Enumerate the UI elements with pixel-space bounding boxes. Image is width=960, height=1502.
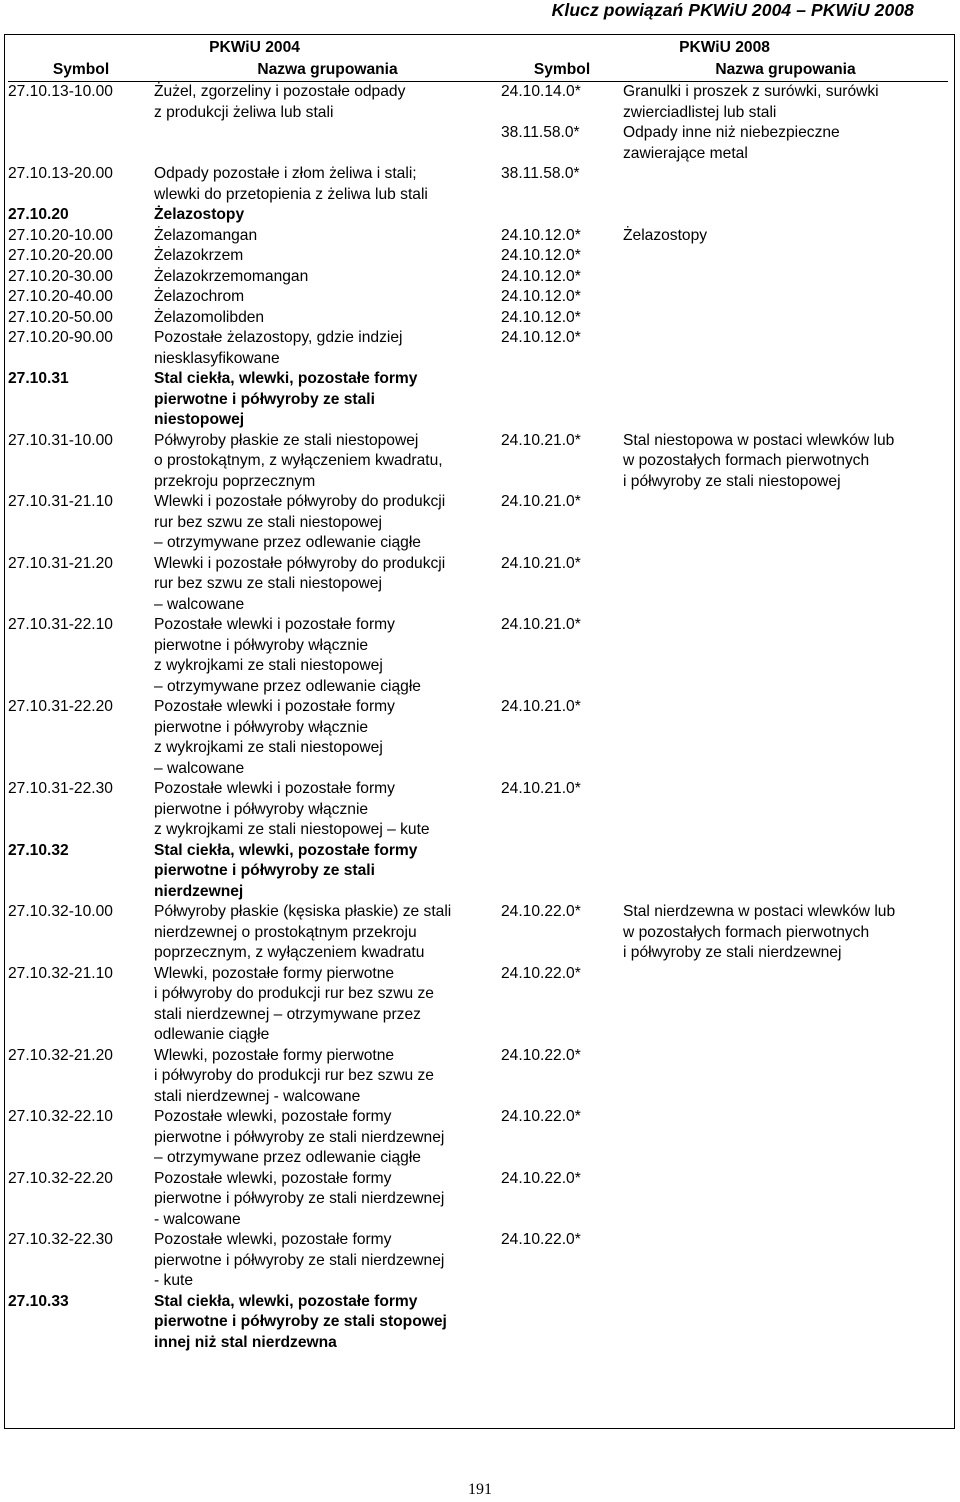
name-2004-cell: Wlewki, pozostałe formy pierwotne i półwyroby do produkcji rur bez szwu ze stali nierdzewnej – otrzymywane przez odlewanie ciągłe xyxy=(154,964,434,1043)
name-2004-cell: Pozostałe wlewki, pozostałe formy pierwotne i półwyroby ze stali nierdzewnej - walcowane xyxy=(154,1169,445,1228)
name-2008-cell xyxy=(623,328,948,369)
table-row xyxy=(8,1292,948,1354)
name-2004-cell: Żelazochrom xyxy=(154,288,245,305)
col-header-name-2004: Nazwa grupowania xyxy=(257,61,398,78)
name-2008-cell: Granulki i proszek z surówki, surówki zwierciadlistej lub stali xyxy=(623,83,879,121)
symbol-2004-cell xyxy=(8,123,154,164)
name-2004-cell: Żelazokrzem xyxy=(154,247,244,264)
symbol-2004-cell: 27.10.32 xyxy=(8,841,69,859)
table-row xyxy=(8,82,948,124)
table-row xyxy=(8,1046,948,1108)
name-2004-cell: Pozostałe żelazostopy, gdzie indziej niesklasyfikowane xyxy=(154,329,403,367)
name-2004-cell: Stal ciekła, wlewki, pozostałe formy pierwotne i półwyroby ze stali niestopowej xyxy=(154,370,418,428)
table-row xyxy=(8,841,948,903)
symbol-2004-cell: 27.10.20-30.00 xyxy=(8,267,113,285)
symbol-2004-cell: 27.10.20-20.00 xyxy=(8,247,113,264)
symbol-2004-cell: 27.10.20 xyxy=(8,206,69,223)
table-row xyxy=(8,164,948,205)
name-2004-cell xyxy=(154,123,501,164)
name-2008-cell xyxy=(623,205,948,226)
symbol-2004-cell: 27.10.32-22.30 xyxy=(8,1231,113,1248)
name-2008-cell xyxy=(623,308,948,329)
symbol-2004-cell: 27.10.33 xyxy=(8,1292,69,1310)
name-2008-cell xyxy=(623,1292,948,1354)
symbol-2004-cell: 27.10.20-90.00 xyxy=(8,329,113,346)
table-row xyxy=(8,226,948,247)
symbol-2008-cell: 24.10.21.0* xyxy=(501,493,581,510)
col-header-symbol-2004: Symbol xyxy=(52,61,110,78)
name-2008-cell xyxy=(623,1107,948,1169)
col-header-symbol-2008: Symbol xyxy=(533,61,591,78)
name-2008-cell: Odpady inne niż niebezpieczne zawierające metal xyxy=(623,124,840,162)
symbol-2008-cell: 24.10.12.0* xyxy=(501,267,581,285)
group-header-2004: PKWiU 2004 xyxy=(209,39,300,56)
name-2004-cell: Półwyroby płaskie ze stali niestopowej o prostokątnym, z wyłączeniem kwadratu, przekroju poprzecznym xyxy=(154,431,443,490)
table-row xyxy=(8,964,948,1046)
name-2008-cell xyxy=(623,615,948,697)
symbol-2008-cell xyxy=(501,205,623,226)
name-2004-cell: Półwyroby płaskie (kęsiska płaskie) ze stali nierdzewnej o prostokątnym przekroju poprzecznym, z wyłączeniem kwadratu xyxy=(154,903,452,961)
symbol-2008-cell: 24.10.22.0* xyxy=(501,964,581,982)
symbol-2008-cell: 24.10.21.0* xyxy=(501,698,581,715)
symbol-2004-cell: 27.10.20-40.00 xyxy=(8,288,113,305)
name-2004-cell: Żelazomangan xyxy=(154,226,258,244)
name-2008-cell xyxy=(623,1230,948,1292)
name-2004-cell: Żelazostopy xyxy=(154,206,245,223)
table-row xyxy=(8,697,948,779)
symbol-2004-cell: 27.10.32-10.00 xyxy=(8,903,113,920)
symbol-2008-cell xyxy=(501,1292,623,1354)
name-2008-cell xyxy=(623,1046,948,1108)
name-2008-cell xyxy=(623,246,948,267)
name-2004-cell: Żelazokrzemomangan xyxy=(154,267,309,285)
symbol-2004-cell: 27.10.13-20.00 xyxy=(8,165,113,182)
table-row xyxy=(8,615,948,697)
name-2008-cell xyxy=(623,554,948,616)
symbol-2008-cell: 24.10.12.0* xyxy=(501,226,581,244)
table-row xyxy=(8,902,948,964)
table-row xyxy=(8,287,948,308)
symbol-2008-cell: 24.10.22.0* xyxy=(501,1169,581,1187)
symbol-2004-cell: 27.10.13-10.00 xyxy=(8,83,113,100)
name-2004-cell: Żużel, zgorzeliny i pozostałe odpady z produkcji żeliwa lub stali xyxy=(154,83,406,121)
table-row xyxy=(8,369,948,431)
name-2004-cell: Pozostałe wlewki i pozostałe formy pierwotne i półwyroby włącznie z wykrojkami ze stali niestopowej – otrzymywane przez odlewanie ciągłe xyxy=(154,616,421,695)
symbol-2004-cell: 27.10.31 xyxy=(8,370,69,387)
name-2008-cell xyxy=(623,164,948,205)
name-2004-cell: Wlewki i pozostałe półwyroby do produkcji rur bez szwu ze stali niestopowej – walcowane xyxy=(154,554,446,613)
symbol-2004-cell: 27.10.31-10.00 xyxy=(8,431,113,449)
table-row xyxy=(8,492,948,554)
symbol-2008-cell: 24.10.21.0* xyxy=(501,780,581,797)
symbol-2004-cell: 27.10.31-22.10 xyxy=(8,616,113,633)
name-2008-cell: Żelazostopy xyxy=(623,226,708,244)
name-2008-cell xyxy=(623,964,948,1046)
table-row xyxy=(8,205,948,226)
symbol-2008-cell xyxy=(501,841,623,903)
symbol-2008-cell: 38.11.58.0* xyxy=(501,165,580,182)
col-header-name-2008: Nazwa grupowania xyxy=(715,61,856,78)
name-2008-cell xyxy=(623,287,948,308)
symbol-2004-cell: 27.10.31-21.20 xyxy=(8,554,113,572)
table-row xyxy=(8,779,948,841)
name-2004-cell: Wlewki i pozostałe półwyroby do produkcji rur bez szwu ze stali niestopowej – otrzymywane przez odlewanie ciągłe xyxy=(154,493,446,551)
name-2008-cell xyxy=(623,841,948,903)
table-row xyxy=(8,1230,948,1292)
table-row xyxy=(8,1169,948,1231)
page-number: 191 xyxy=(468,1481,492,1498)
name-2004-cell: Stal ciekła, wlewki, pozostałe formy pierwotne i półwyroby ze stali nierdzewnej xyxy=(154,841,418,900)
name-2004-cell: Odpady pozostałe i złom żeliwa i stali; wlewki do przetopienia z żeliwa lub stali xyxy=(154,165,428,203)
name-2008-cell xyxy=(623,697,948,779)
page-header: Klucz powiązań PKWiU 2004 – PKWiU 2008 xyxy=(551,0,914,20)
symbol-2008-cell: 24.10.21.0* xyxy=(501,554,581,572)
table-row xyxy=(8,1107,948,1169)
symbol-2008-cell: 24.10.14.0* xyxy=(501,83,581,100)
symbol-2004-cell: 27.10.20-50.00 xyxy=(8,308,113,326)
symbol-2004-cell: 27.10.31-22.30 xyxy=(8,780,113,797)
name-2004-cell: Pozostałe wlewki i pozostałe formy pierwotne i półwyroby włącznie z wykrojkami ze stali niestopowej – walcowane xyxy=(154,698,395,777)
group-header-2008: PKWiU 2008 xyxy=(679,39,770,56)
symbol-2008-cell xyxy=(501,369,623,431)
symbol-2008-cell: 24.10.22.0* xyxy=(501,1108,581,1125)
table-row xyxy=(8,267,948,288)
symbol-2008-cell: 24.10.12.0* xyxy=(501,308,581,326)
table-row xyxy=(8,123,948,164)
name-2008-cell: Stal nierdzewna w postaci wlewków lub w pozostałych formach pierwotnych i półwyroby ze stali nierdzewnej xyxy=(623,903,896,961)
name-2008-cell xyxy=(623,267,948,288)
name-2004-cell: Żelazomolibden xyxy=(154,308,265,326)
table-body xyxy=(8,82,948,1354)
symbol-2004-cell: 27.10.32-21.10 xyxy=(8,964,113,982)
table-row xyxy=(8,246,948,267)
table-row xyxy=(8,431,948,493)
symbol-2008-cell: 24.10.12.0* xyxy=(501,329,581,346)
name-2008-cell xyxy=(623,369,948,431)
symbol-2008-cell: 24.10.22.0* xyxy=(501,903,581,920)
symbol-2004-cell: 27.10.31-21.10 xyxy=(8,493,113,510)
symbol-2004-cell: 27.10.32-22.10 xyxy=(8,1108,113,1125)
name-2008-cell xyxy=(623,492,948,554)
name-2004-cell: Wlewki, pozostałe formy pierwotne i półwyroby do produkcji rur bez szwu ze stali nierdzewnej - walcowane xyxy=(154,1046,434,1105)
name-2004-cell: Pozostałe wlewki i pozostałe formy pierwotne i półwyroby włącznie z wykrojkami ze stali niestopowej – kute xyxy=(154,780,430,838)
symbol-2008-cell: 24.10.12.0* xyxy=(501,247,581,264)
symbol-2004-cell: 27.10.20-10.00 xyxy=(8,226,113,244)
symbol-2004-cell: 27.10.32-22.20 xyxy=(8,1169,113,1187)
table-row xyxy=(8,554,948,616)
symbol-2008-cell: 24.10.22.0* xyxy=(501,1231,581,1248)
name-2004-cell: Stal ciekła, wlewki, pozostałe formy pierwotne i półwyroby ze stali stopowej innej niż stal nierdzewna xyxy=(154,1292,447,1351)
symbol-2008-cell: 24.10.12.0* xyxy=(501,288,581,305)
symbol-2004-cell: 27.10.31-22.20 xyxy=(8,698,113,715)
name-2008-cell: Stal niestopowa w postaci wlewków lub w pozostałych formach pierwotnych i półwyroby ze stali niestopowej xyxy=(623,431,895,490)
correspondence-table xyxy=(8,37,948,1353)
symbol-2008-cell: 24.10.22.0* xyxy=(501,1046,581,1064)
name-2004-cell: Pozostałe wlewki, pozostałe formy pierwotne i półwyroby ze stali nierdzewnej - kute xyxy=(154,1231,445,1289)
table-row xyxy=(8,328,948,369)
name-2004-cell: Pozostałe wlewki, pozostałe formy pierwotne i półwyroby ze stali nierdzewnej – otrzymywane przez odlewanie ciągłe xyxy=(154,1108,445,1166)
symbol-2008-cell: 24.10.21.0* xyxy=(501,616,581,633)
name-2008-cell xyxy=(623,1169,948,1231)
table-row xyxy=(8,308,948,329)
symbol-2008-cell: 24.10.21.0* xyxy=(501,431,581,449)
symbol-2008-cell: 38.11.58.0* xyxy=(501,124,580,141)
symbol-2004-cell: 27.10.32-21.20 xyxy=(8,1046,113,1064)
name-2008-cell xyxy=(623,779,948,841)
